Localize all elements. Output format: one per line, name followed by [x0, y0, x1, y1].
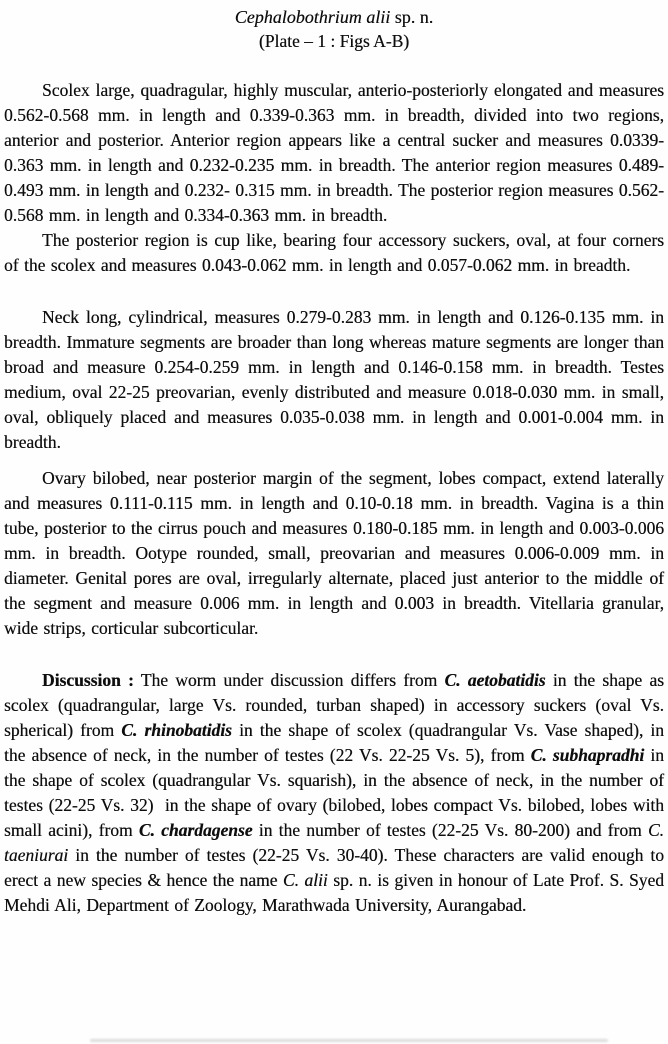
text-segment: C. chardagense: [138, 820, 253, 840]
text-segment: in the shape as scolex (quadrangular, large Vs. rounded, turban shaped) in accessory suckers (oval Vs. spherical) from: [4, 670, 664, 740]
text-segment: sp. n. is given in honour of Late Prof. S. Syed Mehdi Ali, Department of Zoology, Marathwada University, Aurangabad.: [4, 870, 664, 915]
text-segment: C. alii: [282, 870, 328, 890]
plate-reference: (Plate – 1 : Figs A-B): [258, 31, 410, 51]
text-segment: C. subhapradhi: [530, 745, 645, 765]
text-segment: Scolex large, quadragular, highly muscular, anterio-posteriorly elongated and measures 0.562-0.568 mm. in length and 0.339-0.363 mm. in breadth, divided into two regions, anterior and posterior. Anterior region appears like a central sucker and measures 0.0339-0.363 mm. in length and 0.232-0.235 mm. in breadth. The anterior region measures 0.489-0.493 mm. in length and 0.232- 0.315 mm. in breadth. The posterior region measures 0.562-0.568 mm. in length and 0.334-0.363 mm. in breadth.: [4, 80, 664, 225]
text-segment: sp. n.: [390, 7, 434, 27]
text-segment: Cephalobothrium alii: [234, 7, 391, 27]
text-segment: Ovary bilobed, near posterior margin of the segment, lobes compact, extend laterally and measures 0.111-0.115 mm. in length and 0.10-0.18 mm. in breadth. Vagina is a thin tube, posterior to the cirrus pouch and measures 0.180-0.185 mm. in length and 0.003-0.006 mm. in breadth. Ootype rounded, small, preovarian and measures 0.006-0.009 mm. in diameter. Genital pores are oval, irregularly alternate, placed just anterior to the middle of the segment and measure 0.006 mm. in length and 0.003 in breadth. Vitellaria granular, wide strips, corticular subcorticular.: [4, 468, 664, 638]
text-segment: The posterior region is cup like, bearing four accessory suckers, oval, at four corners of the scolex and measures 0.043-0.062 mm. in length and 0.057-0.062 mm. in breadth.: [4, 230, 664, 275]
species-title: [4, 6, 664, 28]
text-segment: in the shape of scolex (quadrangular Vs. Vase shaped), in the absence of neck, in the number of testes (22 Vs. 22-25 Vs. 5), from: [4, 720, 664, 765]
paragraph-ovary-description: [4, 466, 664, 641]
text-segment: in the number of testes (22-25 Vs. 80-200) and from: [252, 820, 648, 840]
text-segment: C. aetobatidis: [444, 670, 546, 690]
text-segment: in the shape of scolex (quadrangular Vs. squarish), in the absence of neck, in the number of testes (22-25 Vs. 32) in the shape of ovary (bilobed, lobes compact Vs. bilobed, lobes with small acini), from: [4, 745, 664, 840]
text-segment: C. taeniurai: [4, 820, 664, 865]
paragraph-posterior-region: [4, 228, 664, 278]
paragraph-neck-and-segments: [4, 305, 664, 455]
text-segment: Discussion :: [42, 670, 134, 690]
text-segment: The worm under discussion differs from: [133, 670, 445, 690]
scan-artifact-smudge: [90, 1039, 608, 1042]
text-segment: C. rhinobatidis: [121, 720, 232, 740]
document-body: [4, 78, 664, 918]
paragraph-discussion: [4, 668, 664, 918]
text-segment: Neck long, cylindrical, measures 0.279-0.283 mm. in length and 0.126-0.135 mm. in breadth. Immature segments are broader than long whereas mature segments are longer than broad and measure 0.254-0.259 mm. in length and 0.146-0.158 mm. in breadth. Testes medium, oval 22-25 preovarian, evenly distributed and measure 0.018-0.030 mm. in small, oval, obliquely placed and measures 0.035-0.038 mm. in length and 0.001-0.004 mm. in breadth.: [4, 307, 664, 452]
text-segment: in the number of testes (22-25 Vs. 30-40). These characters are valid enough to erect a new species & hence the name: [4, 845, 664, 890]
paragraph-scolex-description: [4, 78, 664, 228]
